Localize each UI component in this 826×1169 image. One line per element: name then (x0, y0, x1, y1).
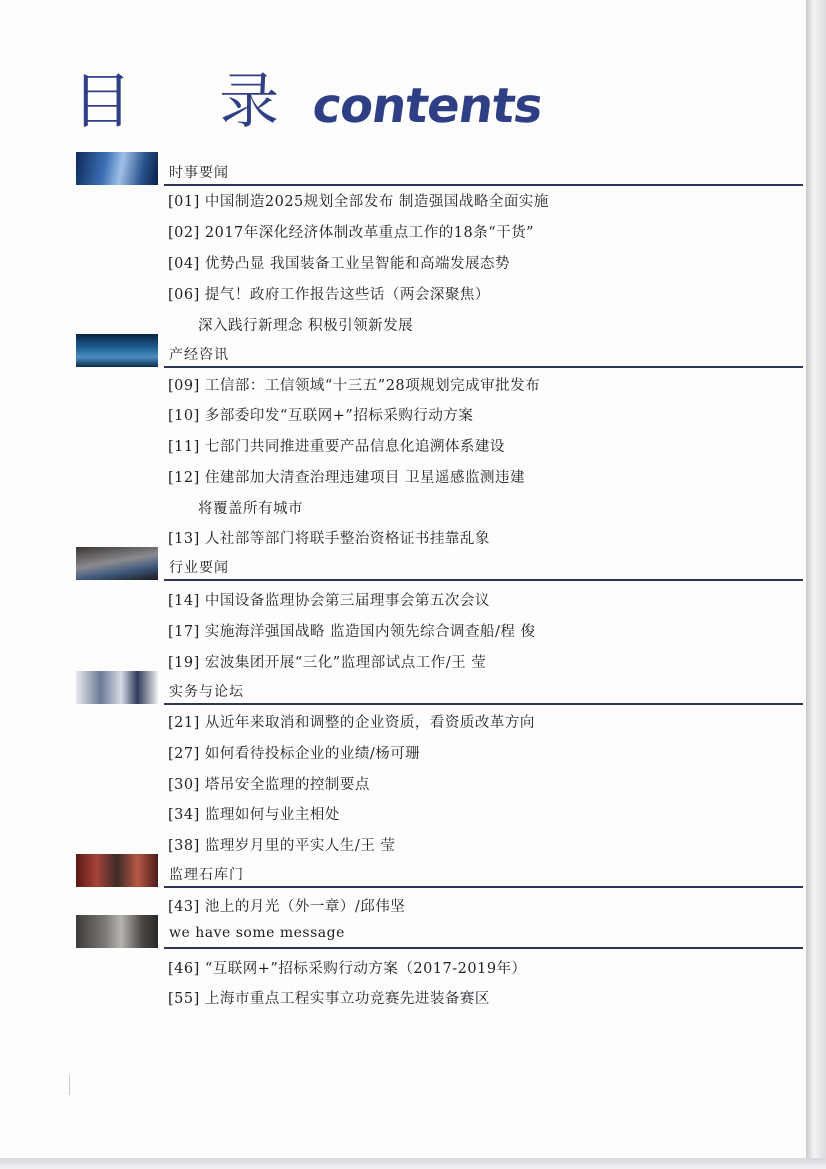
section-label: 时事要闻 (169, 165, 229, 181)
contents-header (72, 67, 546, 137)
title-chinese: 目 录 (72, 67, 314, 137)
toc-entry[interactable]: [19] 宏波集团开展“三化”监理部试点工作/王 莹 (168, 655, 487, 671)
section-label: 实务与论坛 (169, 684, 244, 700)
section-news (76, 152, 803, 186)
section-thumbnail (76, 854, 158, 887)
toc-entry[interactable]: [14] 中国设备监理协会第三届理事会第五次会议 (168, 593, 490, 609)
toc-entry[interactable]: [17] 实施海洋强国战略 监造国内领先综合调查船/程 俊 (168, 624, 536, 640)
section-message (76, 915, 803, 949)
section-industry-news (76, 547, 803, 581)
section-industry-info (76, 334, 803, 368)
section-practice-forum (76, 671, 803, 705)
section-label: 监理石库门 (169, 867, 244, 883)
section-thumbnail (76, 671, 158, 704)
toc-entry[interactable]: [30] 塔吊安全监理的控制要点 (168, 777, 370, 793)
toc-entry[interactable]: [04] 优势凸显 我国装备工业呈智能和高端发展态势 (168, 256, 510, 272)
scan-mark (69, 1075, 70, 1095)
toc-entry[interactable]: [10] 多部委印发“互联网+”招标采购行动方案 (168, 408, 474, 424)
page-edge-right (806, 0, 826, 1169)
toc-entry[interactable]: [09] 工信部：工信领域“十三五”28项规划完成审批发布 (168, 378, 541, 394)
toc-entry[interactable]: [12] 住建部加大清查治理违建项目 卫星遥感监测违建 (168, 470, 525, 486)
toc-entry[interactable]: [27] 如何看待投标企业的业绩/杨可珊 (168, 746, 421, 762)
toc-entry[interactable]: [01] 中国制造2025规划全部发布 制造强国战略全面实施 (168, 194, 549, 210)
section-divider (164, 703, 803, 705)
section-thumbnail (76, 152, 158, 185)
toc-entry[interactable]: [21] 从近年来取消和调整的企业资质，看资质改革方向 (168, 715, 535, 731)
page-edge-bottom (0, 1158, 826, 1169)
toc-entry[interactable]: [02] 2017年深化经济体制改革重点工作的18条“干货” (168, 225, 535, 241)
section-shikumen (76, 854, 803, 888)
section-label: we have some message (169, 925, 345, 941)
toc-entry[interactable]: [38] 监理岁月里的平实人生/王 莹 (168, 838, 396, 854)
title-english: contents (309, 78, 546, 134)
section-divider (164, 886, 803, 888)
section-label: 产经咨讯 (169, 347, 229, 363)
toc-entry-continuation[interactable]: 深入践行新理念 积极引领新发展 (198, 318, 414, 334)
section-thumbnail (76, 334, 158, 367)
toc-entry[interactable]: [34] 监理如何与业主相处 (168, 807, 340, 823)
section-thumbnail (76, 547, 158, 580)
toc-entry[interactable]: [06] 提气！政府工作报告这些话（两会深聚焦） (168, 287, 490, 303)
section-divider (164, 184, 803, 186)
section-label: 行业要闻 (169, 560, 229, 576)
section-thumbnail (76, 915, 158, 948)
section-divider (164, 579, 803, 581)
section-divider (164, 366, 803, 368)
toc-entry-continuation[interactable]: 将覆盖所有城市 (198, 501, 303, 517)
toc-entry[interactable]: [55] 上海市重点工程实事立功竞赛先进装备赛区 (168, 991, 490, 1007)
toc-entry[interactable]: [13] 人社部等部门将联手整治资格证书挂靠乱象 (168, 531, 490, 547)
section-divider (164, 947, 803, 949)
toc-entry[interactable]: [43] 池上的月光（外一章）/邱伟坚 (168, 899, 406, 915)
toc-entry[interactable]: [46] “互联网+”招标采购行动方案（2017-2019年） (168, 961, 527, 977)
toc-entry[interactable]: [11] 七部门共同推进重要产品信息化追溯体系建设 (168, 439, 505, 455)
